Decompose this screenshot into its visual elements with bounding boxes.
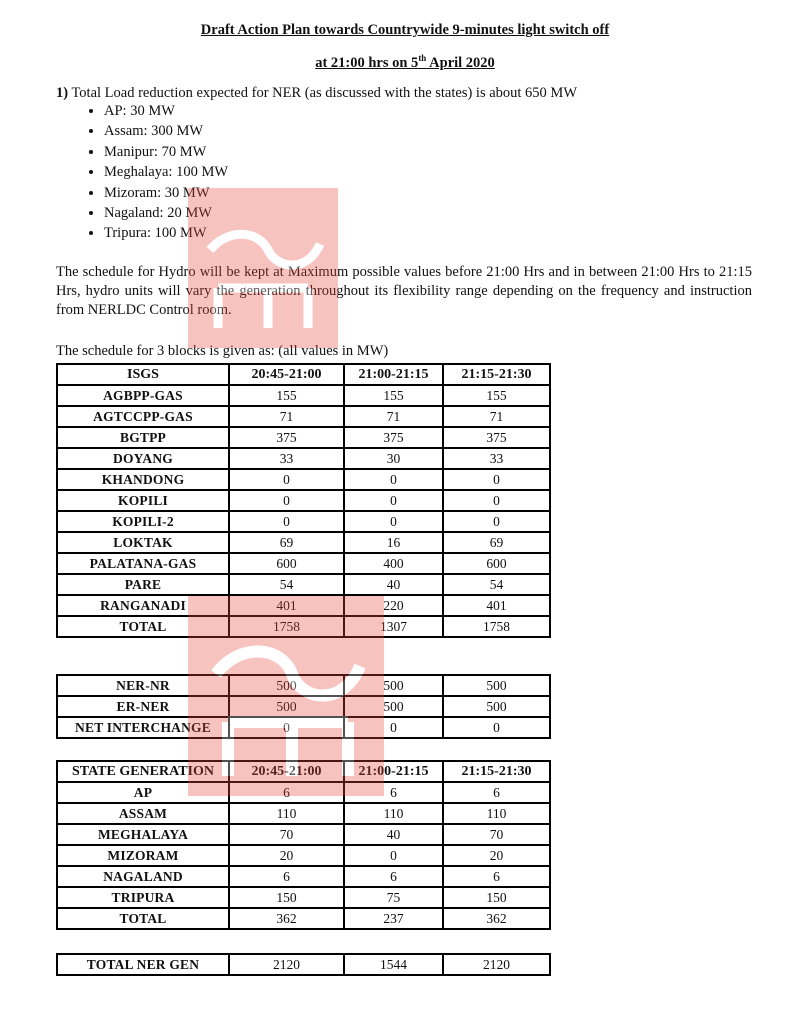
value-cell: 71 — [443, 406, 550, 427]
state-generation-table — [56, 760, 551, 930]
value-cell: 150 — [443, 887, 550, 908]
table-row — [57, 717, 550, 738]
value-cell: 0 — [344, 469, 443, 490]
list-item: • Assam: 300 MW — [104, 121, 228, 141]
value-cell: 237 — [344, 908, 443, 929]
list-item: • Nagaland: 20 MW — [104, 203, 228, 223]
value-cell: 150 — [229, 887, 344, 908]
value-cell: 0 — [229, 511, 344, 532]
row-label-cell: PALATANA-GAS — [57, 553, 229, 574]
value-cell: 155 — [344, 385, 443, 406]
value-cell: 75 — [344, 887, 443, 908]
value-cell: 401 — [229, 595, 344, 616]
table-row — [57, 782, 550, 803]
table-row — [57, 385, 550, 406]
value-cell: 155 — [229, 385, 344, 406]
value-cell: 362 — [229, 908, 344, 929]
table-row — [57, 532, 550, 553]
table-header-row — [57, 761, 550, 782]
value-cell: 500 — [344, 696, 443, 717]
row-label-cell: NER-NR — [57, 675, 229, 696]
row-label-cell: AGTCCPP-GAS — [57, 406, 229, 427]
table-header-cell: 21:00-21:15 — [344, 761, 443, 782]
value-cell: 0 — [443, 469, 550, 490]
load-reduction-list — [78, 101, 228, 244]
value-cell: 0 — [344, 511, 443, 532]
row-label-cell: AGBPP-GAS — [57, 385, 229, 406]
table-row — [57, 866, 550, 887]
table-header-row — [57, 364, 550, 385]
table-row — [57, 406, 550, 427]
table-row — [57, 824, 550, 845]
table-header-cell: STATE GENERATION — [57, 761, 229, 782]
schedule-intro: The schedule for 3 blocks is given as: (all values in MW) — [56, 343, 389, 359]
row-label-cell: NET INTERCHANGE — [57, 717, 229, 738]
row-label-cell: KOPILI-2 — [57, 511, 229, 532]
total-ner-gen-table — [56, 953, 551, 976]
row-label-cell: PARE — [57, 574, 229, 595]
value-cell: 71 — [344, 406, 443, 427]
subtitle-superscript: th — [418, 53, 427, 63]
value-cell: 6 — [344, 782, 443, 803]
value-cell: 400 — [344, 553, 443, 574]
value-cell: 0 — [229, 469, 344, 490]
isgs-schedule-table — [56, 363, 551, 638]
row-label-cell: TRIPURA — [57, 887, 229, 908]
value-cell: 0 — [344, 490, 443, 511]
list-item: • Manipur: 70 MW — [104, 142, 228, 162]
value-cell: 40 — [344, 824, 443, 845]
table-row — [57, 595, 550, 616]
table-row — [57, 469, 550, 490]
value-cell: 0 — [443, 717, 550, 738]
value-cell: 6 — [443, 782, 550, 803]
value-cell: 71 — [229, 406, 344, 427]
table-row — [57, 511, 550, 532]
row-label-cell: RANGANADI — [57, 595, 229, 616]
table-row — [57, 427, 550, 448]
value-cell: 33 — [443, 448, 550, 469]
value-cell: 33 — [229, 448, 344, 469]
value-cell: 155 — [443, 385, 550, 406]
value-cell: 70 — [229, 824, 344, 845]
table-row — [57, 696, 550, 717]
row-label-cell: TOTAL — [57, 908, 229, 929]
row-label-cell: ER-NER — [57, 696, 229, 717]
value-cell: 2120 — [229, 954, 344, 975]
value-cell: 500 — [229, 675, 344, 696]
table-header-cell: 20:45-21:00 — [229, 364, 344, 385]
list-item: • Tripura: 100 MW — [104, 223, 228, 243]
table-row — [57, 887, 550, 908]
value-cell: 500 — [229, 696, 344, 717]
table-row — [57, 448, 550, 469]
row-label-cell: DOYANG — [57, 448, 229, 469]
value-cell: 0 — [344, 717, 443, 738]
value-cell: 69 — [229, 532, 344, 553]
value-cell: 30 — [344, 448, 443, 469]
row-label-cell: AP — [57, 782, 229, 803]
value-cell: 1758 — [443, 616, 550, 637]
value-cell: 54 — [443, 574, 550, 595]
hydro-paragraph: The schedule for Hydro will be kept at Maximum possible values before 21:00 Hrs and in between 21:00 Hrs to 21:15 Hrs, hydro units will vary the generation throughout its flexibility range depending on the frequency and instruction from NERLDC Control room. — [56, 264, 752, 318]
value-cell: 0 — [344, 845, 443, 866]
table-header-cell: ISGS — [57, 364, 229, 385]
row-label-cell: ASSAM — [57, 803, 229, 824]
table-row — [57, 908, 550, 929]
value-cell: 110 — [344, 803, 443, 824]
value-cell: 500 — [443, 675, 550, 696]
value-cell: 0 — [443, 490, 550, 511]
intro-text: Total Load reduction expected for NER (as discussed with the states) is about 650 MW — [68, 85, 578, 101]
table-header-cell: 20:45-21:00 — [229, 761, 344, 782]
intro-number: 1) — [56, 85, 69, 101]
value-cell: 1307 — [344, 616, 443, 637]
value-cell: 500 — [344, 675, 443, 696]
document-title: Draft Action Plan towards Countrywide 9-minutes light switch off — [200, 22, 610, 38]
value-cell: 20 — [443, 845, 550, 866]
row-label-cell: TOTAL NER GEN — [57, 954, 229, 975]
value-cell: 375 — [443, 427, 550, 448]
value-cell: 0 — [229, 490, 344, 511]
value-cell: 6 — [229, 782, 344, 803]
row-label-cell: NAGALAND — [57, 866, 229, 887]
value-cell: 375 — [229, 427, 344, 448]
table-row — [57, 616, 550, 637]
value-cell: 401 — [443, 595, 550, 616]
table-row — [57, 675, 550, 696]
value-cell: 362 — [443, 908, 550, 929]
value-cell: 600 — [443, 553, 550, 574]
value-cell: 1758 — [229, 616, 344, 637]
table-header-cell: 21:00-21:15 — [344, 364, 443, 385]
table-row — [57, 803, 550, 824]
row-label-cell: KHANDONG — [57, 469, 229, 490]
value-cell: 70 — [443, 824, 550, 845]
row-label-cell: BGTPP — [57, 427, 229, 448]
value-cell: 6 — [344, 866, 443, 887]
subtitle-prefix: at 21:00 hrs on 5 — [315, 54, 419, 71]
value-cell: 16 — [344, 532, 443, 553]
value-cell: 40 — [344, 574, 443, 595]
row-label-cell: MEGHALAYA — [57, 824, 229, 845]
subtitle-suffix: April 2020 — [426, 54, 495, 71]
value-cell: 110 — [229, 803, 344, 824]
value-cell: 0 — [443, 511, 550, 532]
row-label-cell: TOTAL — [57, 616, 229, 637]
table-header-cell: 21:15-21:30 — [443, 364, 550, 385]
value-cell: 375 — [344, 427, 443, 448]
value-cell: 110 — [443, 803, 550, 824]
value-cell: 1544 — [344, 954, 443, 975]
value-cell: 0 — [229, 717, 344, 738]
table-row — [57, 954, 550, 975]
document-subtitle — [0, 53, 810, 72]
row-label-cell: KOPILI — [57, 490, 229, 511]
list-item: • AP: 30 MW — [104, 101, 228, 121]
value-cell: 2120 — [443, 954, 550, 975]
table-row — [57, 845, 550, 866]
list-item: • Mizoram: 30 MW — [104, 183, 228, 203]
table-row — [57, 553, 550, 574]
value-cell: 6 — [443, 866, 550, 887]
value-cell: 69 — [443, 532, 550, 553]
value-cell: 6 — [229, 866, 344, 887]
value-cell: 54 — [229, 574, 344, 595]
value-cell: 600 — [229, 553, 344, 574]
interchange-table — [56, 674, 551, 739]
table-row — [57, 574, 550, 595]
value-cell: 20 — [229, 845, 344, 866]
table-header-cell: 21:15-21:30 — [443, 761, 550, 782]
value-cell: 500 — [443, 696, 550, 717]
row-label-cell: LOKTAK — [57, 532, 229, 553]
row-label-cell: MIZORAM — [57, 845, 229, 866]
value-cell: 220 — [344, 595, 443, 616]
table-row — [57, 490, 550, 511]
list-item: • Meghalaya: 100 MW — [104, 162, 228, 182]
